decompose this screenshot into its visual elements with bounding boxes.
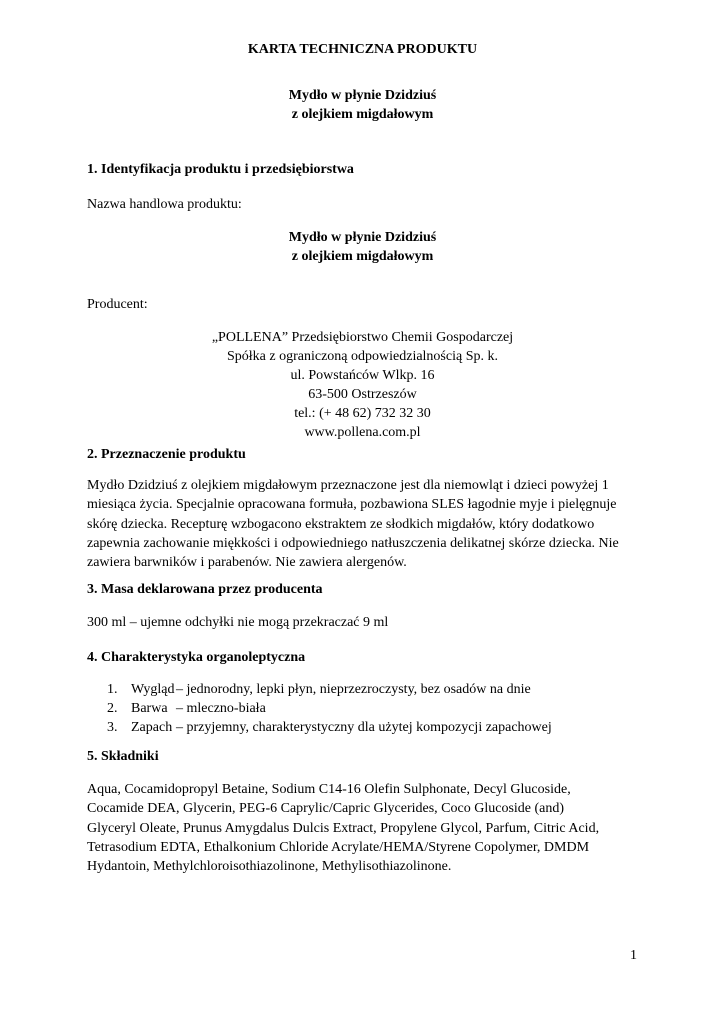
section4-heading: 4. Charakterystyka organoleptyczna (87, 650, 306, 665)
list-item-number: 2. (107, 701, 118, 716)
document-title: KARTA TECHNICZNA PRODUKTU (247, 42, 478, 57)
list-item (107, 680, 665, 699)
section3-heading: 3. Masa deklarowana przez producenta (87, 582, 323, 597)
product-name-block (0, 86, 725, 124)
section2-heading: 2. Przeznaczenie produktu (87, 447, 246, 462)
producer-address (0, 328, 725, 442)
list-item-value: – jednorodny, lepki płyn, nieprzezroczysty, bez osadów na dnie (176, 682, 531, 697)
producer-line: ul. Powstańców Wlkp. 16 (290, 368, 435, 383)
paragraph-line: Mydło Dzidziuś z olejkiem migdałowym przeznaczone jest dla niemowląt i dzieci powyżej 1 (87, 478, 609, 493)
paragraph-line: skórę dziecka. Recepturę wzbogacono ekstraktem ze słodkich migdałów, który dodatkowo (87, 516, 595, 532)
ingredients-line: Glyceryl Oleate, Prunus Amygdalus Dulcis Extract, Propylene Glycol, Parfum, Citric Acid, (87, 820, 600, 836)
trade-name-line: z olejkiem migdałowym (291, 249, 434, 264)
page-number: 1 (630, 948, 637, 963)
ingredients-line: Tetrasodium EDTA, Ethalkonium Chloride Acrylate/HEMA/Styrene Copolymer, DMDM (87, 839, 590, 855)
trade-name-line: Mydło w płynie Dzidziuś (288, 230, 437, 245)
section3-text: 300 ml – ujemne odchyłki nie mogą przekraczać 9 ml (87, 615, 389, 630)
ingredients-line: Aqua, Cocamidopropyl Betaine, Sodium C14-16 Olefin Sulphonate, Decyl Glucoside, (87, 782, 571, 797)
paragraph-line: zawiera barwników i parabenów. Nie zawiera alergenów. (87, 555, 407, 571)
list-item-value: – mleczno-biała (176, 701, 266, 716)
producer-phone: tel.: (+ 48 62) 732 32 30 (294, 406, 431, 421)
list-item (107, 699, 665, 718)
list-item-value: – przyjemny, charakterystyczny dla użytej kompozycji zapachowej (176, 720, 552, 735)
paragraph-line: miesiąca życia. Specjalnie opracowana formuła, pozbawiona SLES łagodnie myje i pielęgnuje (87, 497, 617, 513)
producer-label: Producent: (87, 297, 148, 312)
list-item-label: Zapach (131, 720, 173, 735)
section5-heading: 5. Składniki (87, 749, 159, 764)
ingredients-paragraph (87, 780, 638, 876)
section1-heading: 1. Identyfikacja produktu i przedsiębiorstwa (87, 162, 354, 177)
trade-name-block (0, 228, 725, 266)
product-name-line: Mydło w płynie Dzidziuś (288, 88, 437, 103)
ingredients-line: Hydantoin, Methylchloroisothiazolinone, Methylisothiazolinone. (87, 859, 452, 875)
producer-line: Spółka z ograniczoną odpowiedzialnością Sp. k. (227, 349, 498, 364)
section2-paragraph (87, 476, 638, 572)
organoleptic-list (107, 680, 665, 737)
list-item-label: Wygląd (131, 682, 175, 697)
producer-line: 63-500 Ostrzeszów (308, 387, 417, 402)
list-item-number: 3. (107, 720, 118, 735)
list-item (107, 718, 665, 737)
ingredients-line: Cocamide DEA, Glycerin, PEG-6 Caprylic/Capric Glycerides, Coco Glucoside (and) (87, 801, 565, 817)
producer-website: www.pollena.com.pl (304, 425, 421, 440)
trade-name-label: Nazwa handlowa produktu: (87, 197, 242, 212)
list-item-number: 1. (107, 682, 118, 697)
paragraph-line: zapewnia zachowanie miękkości i odpowiedniego natłuszczenia delikatnej skórze dziecka. Nie (87, 535, 619, 551)
producer-line: „POLLENA” Przedsiębiorstwo Chemii Gospodarczej (211, 330, 514, 345)
list-item-label: Barwa (131, 701, 168, 716)
product-name-line: z olejkiem migdałowym (291, 107, 434, 122)
